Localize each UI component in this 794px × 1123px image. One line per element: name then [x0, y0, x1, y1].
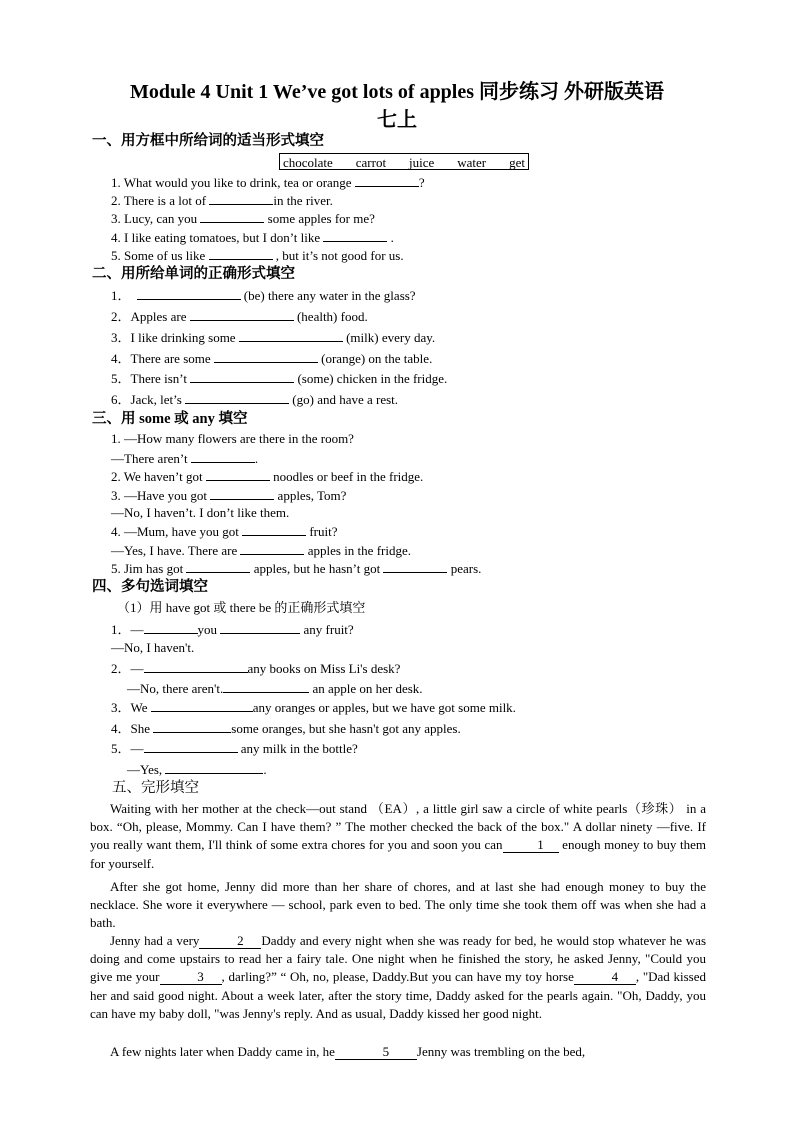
title-line-2: 七上	[377, 109, 417, 131]
question-line: 5. Some of us like , but it’s not good for us.	[111, 248, 404, 263]
answer-blank[interactable]	[209, 246, 273, 260]
question-line: 4．There are some (orange) on the table.	[111, 351, 433, 366]
section-2-heading: 二、用所给单词的正确形式填空	[92, 266, 295, 282]
question-line: 4. —Mum, have you got fruit?	[111, 524, 338, 539]
word-box-item: juice	[409, 155, 435, 170]
question-line: —No, I haven't.	[111, 640, 195, 655]
passage-paragraph-1: Waiting with her mother at the check—out stand （EA）, a little girl saw a circle of white pearls（珍珠） in a box. “Oh, please, Mommy. Can I have them? ” The mother checked the back of the box." A dollar ninety —five. If you really want them, I'll think of some extra chores for you and soon you can 1 enough money to buy them for yourself.	[90, 801, 706, 871]
answer-blank[interactable]	[323, 228, 387, 242]
word-box-item: chocolate	[283, 155, 333, 170]
answer-blank[interactable]	[137, 286, 241, 300]
question-line: 1. —How many flowers are there in the room?	[111, 431, 354, 446]
passage-paragraph-3: Jenny had a very 2 Daddy and every night when she was ready for bed, he would stop whatever he was doing and come upstairs to read her a fairy tale. One night when he finished the story, he asked Jenny, "Could you give me your 3 , darling?” “ Oh, no, please, Daddy.But you can have my toy horse 4 , "Dad kissed her and said good night. About a week later, after the story time, Daddy asked for the pearls again. "Oh, Daddy, you can have my baby doll, "was Jenny's reply. And as usual, Daddy kissed her good night.	[90, 933, 707, 1021]
word-box	[279, 153, 529, 170]
title-line-1: Module 4 Unit 1 We’ve got lots of apples 同步练习 外研版英语	[129, 81, 665, 103]
answer-blank[interactable]	[200, 209, 264, 223]
cloze-blank-4[interactable]: 4	[574, 970, 636, 985]
question-line: —There aren’t .	[111, 451, 259, 466]
section-1-heading: 一、用方框中所给词的适当形式填空	[92, 133, 324, 149]
question-line: 3. —Have you got apples, Tom?	[111, 488, 347, 503]
answer-blank[interactable]	[239, 328, 343, 342]
cloze-blank-5[interactable]: 5	[335, 1045, 417, 1060]
answer-blank[interactable]	[220, 620, 300, 634]
question-line: 5. Jim has got apples, but he hasn’t got pears.	[111, 561, 482, 576]
answer-blank[interactable]	[223, 679, 309, 693]
answer-blank[interactable]	[186, 559, 250, 573]
answer-blank[interactable]	[144, 620, 198, 634]
answer-blank[interactable]	[144, 739, 238, 753]
cloze-blank-3[interactable]: 3	[160, 970, 222, 985]
question-line: 1. What would you like to drink, tea or orange ?	[111, 175, 425, 190]
question-line: 1．— you any fruit?	[111, 622, 354, 637]
word-box-item: water	[457, 155, 487, 170]
answer-blank[interactable]	[151, 698, 253, 712]
answer-blank[interactable]	[242, 522, 306, 536]
question-line: 3．We any oranges or apples, but we have got some milk.	[111, 700, 516, 715]
question-line: 3．I like drinking some (milk) every day.	[111, 330, 436, 345]
question-line: —Yes, I have. There are apples in the fridge.	[111, 543, 411, 558]
answer-blank[interactable]	[190, 307, 294, 321]
question-line: —Yes, .	[127, 762, 267, 777]
answer-blank[interactable]	[185, 390, 289, 404]
passage-paragraph-2: After she got home, Jenny did more than her share of chores, and at last she had enough money to buy the necklace. She wore it everywhere — school, park even to bed. The only time she took them off was when she had a bath.	[90, 879, 706, 931]
question-line: 5．There isn’t (some) chicken in the fridge.	[111, 371, 448, 386]
answer-blank[interactable]	[214, 349, 318, 363]
question-line: 1． (be) there any water in the glass?	[111, 288, 416, 303]
word-box-item: carrot	[355, 155, 387, 170]
section-4-subheading: （1）用 have got 或 there be 的正确形式填空	[117, 600, 366, 615]
answer-blank[interactable]	[209, 191, 273, 205]
passage-paragraph-4: A few nights later when Daddy came in, he 5 Jenny was trembling on the bed,	[110, 1044, 586, 1059]
answer-blank[interactable]	[383, 559, 447, 573]
answer-blank[interactable]	[190, 369, 294, 383]
section-4-heading: 四、多句选词填空	[92, 579, 208, 595]
section-3-heading: 三、用 some 或 any 填空	[92, 411, 248, 427]
question-line: 5．— any milk in the bottle?	[111, 741, 358, 756]
answer-blank[interactable]	[165, 760, 263, 774]
question-line: 2．— any books on Miss Li's desk?	[111, 661, 401, 676]
answer-blank[interactable]	[144, 659, 248, 673]
answer-blank[interactable]	[206, 467, 270, 481]
cloze-blank-2[interactable]: 2	[199, 934, 261, 949]
question-line: —No, there aren't. an apple on her desk.	[127, 681, 423, 696]
question-line: 4．She some oranges, but she hasn't got any apples.	[111, 721, 461, 736]
section-5-heading: 五、完形填空	[112, 780, 199, 796]
answer-blank[interactable]	[240, 541, 304, 555]
question-line: 3. Lucy, can you some apples for me?	[111, 211, 375, 226]
answer-blank[interactable]	[191, 449, 255, 463]
answer-blank[interactable]	[153, 719, 231, 733]
question-line: 2. There is a lot of in the river.	[111, 193, 333, 208]
question-line: 2. We haven’t got noodles or beef in the fridge.	[111, 469, 424, 484]
word-box-item: get	[509, 155, 525, 170]
question-line: 2．Apples are (health) food.	[111, 309, 368, 324]
cloze-blank-1[interactable]: 1	[503, 838, 559, 853]
document-title	[60, 78, 734, 134]
question-line: 6．Jack, let’s (go) and have a rest.	[111, 392, 399, 407]
question-line: —No, I haven’t. I don’t like them.	[111, 505, 290, 520]
answer-blank[interactable]	[355, 173, 419, 187]
answer-blank[interactable]	[210, 486, 274, 500]
question-line: 4. I like eating tomatoes, but I don’t like .	[111, 230, 394, 245]
